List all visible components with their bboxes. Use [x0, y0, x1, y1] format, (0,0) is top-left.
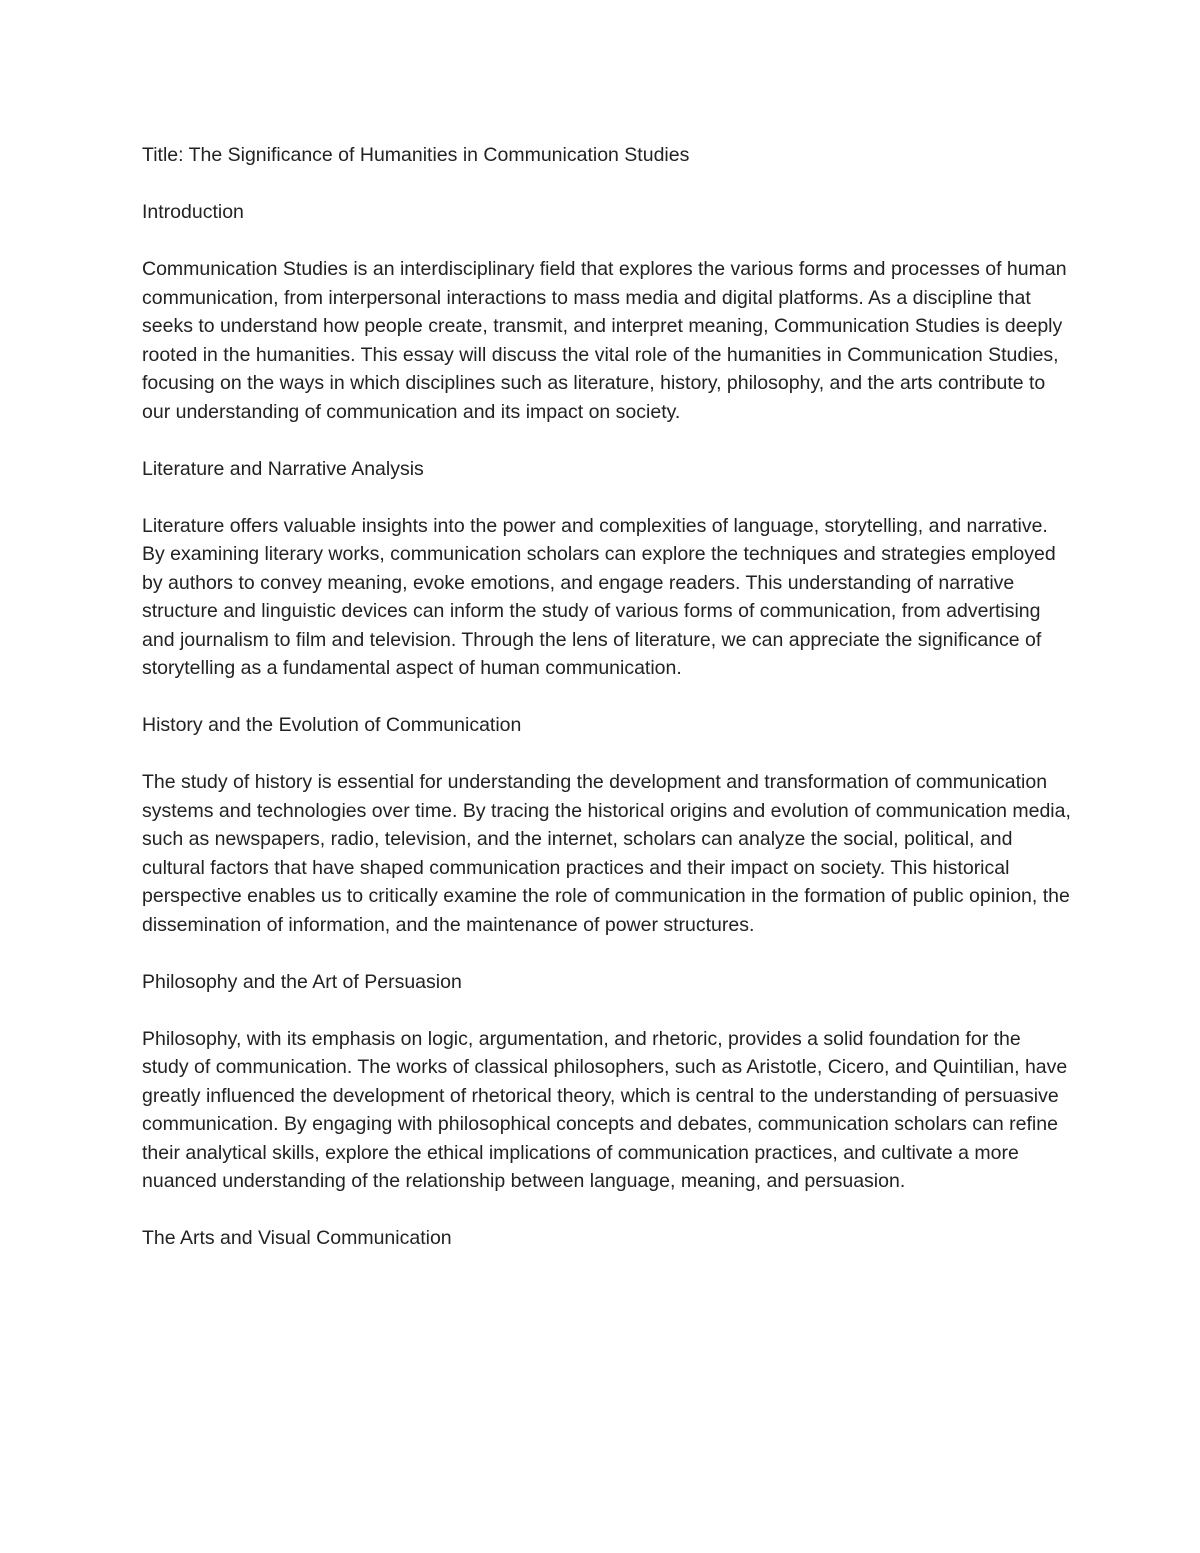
section-paragraph-history: The study of history is essential for understanding the development and transformation of communication systems and technologies over time. By tracing the historical origins and evolution of communication media, such as newspapers, radio, television, and the internet, scholars can analyze the social, political, and cultural factors that have shaped communication practices and their impact on society. This historical perspective enables us to critically examine the role of communication in the formation of public opinion, the dissemination of information, and the maintenance of power structures. [142, 771, 1071, 936]
document-title: Title: The Significance of Humanities in Communication Studies [142, 144, 690, 166]
section-paragraph-literature: Literature offers valuable insights into the power and complexities of language, storytelling, and narrative. By examining literary works, communication scholars can explore the techniques and strategies employed by authors to convey meaning, evoke emotions, and engage readers. This understanding of narrative structure and linguistic devices can inform the study of various forms of communication, from advertising and journalism to film and television. Through the lens of literature, we can appreciate the significance of storytelling as a fundamental aspect of human communication. [142, 514, 1056, 679]
section-heading-introduction: Introduction [142, 201, 244, 223]
section-heading-history: History and the Evolution of Communication [142, 714, 522, 736]
document-body [142, 141, 1072, 1281]
section-heading-philosophy: Philosophy and the Art of Persuasion [142, 970, 462, 993]
section-paragraph-introduction: Communication Studies is an interdisciplinary field that explores the various forms and processes of human communication, from interpersonal interactions to mass media and digital platforms. As a discipline that seeks to understand how people create, transmit, and interpret meaning, Communication Studies is deeply rooted in the humanities. This essay will discuss the vital role of the humanities in Communication Studies, focusing on the ways in which disciplines such as literature, history, philosophy, and the arts contribute to our understanding of communication and its impact on society. [142, 258, 1067, 423]
section-paragraph-philosophy: Philosophy, with its emphasis on logic, argumentation, and rhetoric, provides a solid foundation for the study of communication. The works of classical philosophers, such as Aristotle, Cicero, and Quintilian, have greatly influenced the development of rhetorical theory, which is central to the understanding of persuasive communication. By engaging with philosophical concepts and debates, communication scholars can refine their analytical skills, explore the ethical implications of communication practices, and cultivate a more nuanced understanding of the relationship between language, meaning, and persuasion. [142, 1027, 1068, 1192]
section-heading-arts: The Arts and Visual Communication [142, 1227, 452, 1249]
section-heading-literature: Literature and Narrative Analysis [142, 457, 424, 480]
